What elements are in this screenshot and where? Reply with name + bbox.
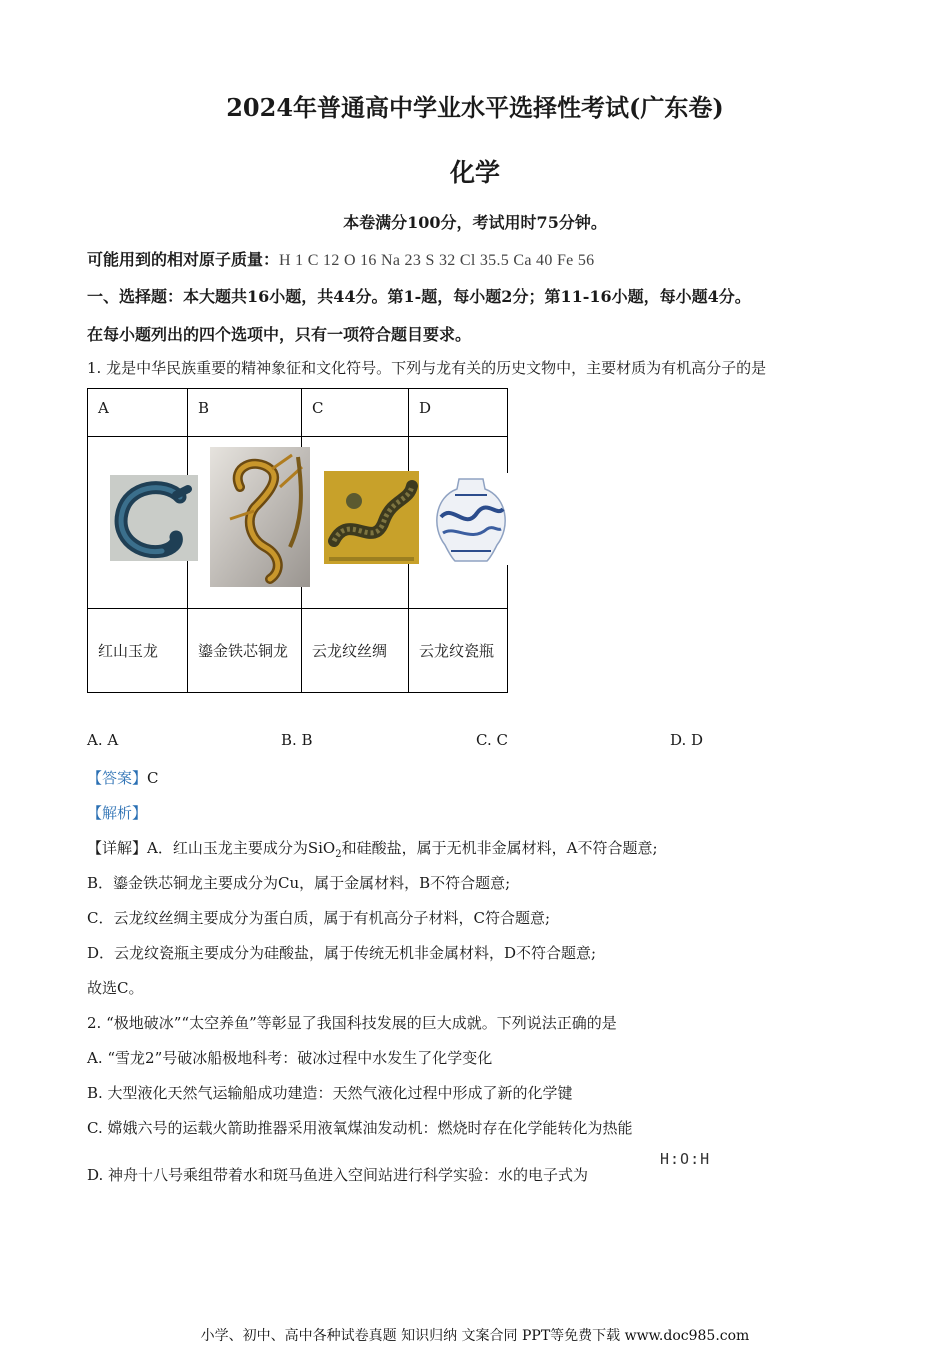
q1-options-table <box>87 388 508 693</box>
choice-b: B. B <box>281 731 313 749</box>
q2-option-d: D. 神舟十八号乘组带着水和斑马鱼进入空间站进行科学实验：水的电子式为 <box>87 1166 589 1184</box>
q1-stem: 1. 龙是中华民族重要的精神象征和文化符号。下列与龙有关的历史文物中，主要材质为有机高分子的是 <box>87 359 767 377</box>
choice-d: D. D <box>670 731 704 749</box>
table-name-a: 红山玉龙 <box>88 609 188 693</box>
detail-a-post: 和硅酸盐，属于无机非金属材料，A不符合题意; <box>341 839 658 857</box>
gilt-bronze-dragon-image <box>210 447 310 587</box>
page-footer: 小学、初中、高中各种试卷真题 知识归纳 文案合同 PPT等免费下载 www.doc985.com <box>200 1328 750 1344</box>
atomic-mass-line <box>87 247 594 270</box>
detail-c: C．云龙纹丝绸主要成分为蛋白质，属于有机高分子材料，C符合题意; <box>87 909 551 927</box>
sio2-subscript: 2 <box>335 849 342 860</box>
atomic-mass-label: 可能用到的相对原子质量： <box>87 250 280 269</box>
detail-d: D．云龙纹瓷瓶主要成分为硅酸盐，属于传统无机非金属材料，D不符合题意; <box>87 944 597 962</box>
choice-c: C. C <box>476 731 508 749</box>
table-name-b: 鎏金铁芯铜龙 <box>188 609 302 693</box>
q2-option-c: C. 嫦娥六号的运载火箭助推器采用液氧煤油发动机：燃烧时存在化学能转化为热能 <box>87 1119 633 1137</box>
analysis-tag: 【解析】 <box>87 804 148 822</box>
answer-value: C <box>147 769 159 787</box>
detail-b: B．鎏金铁芯铜龙主要成分为Cu，属于金属材料，B不符合题意; <box>87 874 511 892</box>
exam-title: 2024年普通高中学业水平选择性考试(广东卷) <box>226 93 724 122</box>
table-name-d: 云龙纹瓷瓶 <box>409 609 508 693</box>
image-cell-b <box>188 437 302 609</box>
image-cell-d <box>409 437 508 609</box>
q2-option-a: A. “雪龙2”号破冰船极地科考：破冰过程中水发生了化学变化 <box>87 1049 493 1067</box>
section-heading-1: 一、选择题：本大题共16小题，共44分。第1-题，每小题2分；第11-16小题，每小题4分。 <box>87 287 751 306</box>
q2-option-b: B. 大型液化天然气运输船成功建造：天然气液化过程中形成了新的化学键 <box>87 1084 573 1102</box>
detail-a <box>87 837 658 860</box>
table-header-d: D <box>409 389 508 437</box>
atomic-mass-values: H 1 C 12 O 16 Na 23 S 32 Cl 35.5 Ca 40 Fe 56 <box>279 252 595 269</box>
subject-title: 化学 <box>449 158 500 187</box>
detail-a-pre: A．红山玉龙主要成分为 <box>147 839 308 857</box>
exam-info: 本卷满分100分，考试用时75分钟。 <box>343 213 607 232</box>
image-cell-a <box>88 437 188 609</box>
dragon-silk-image <box>324 471 419 564</box>
choice-a: A. A <box>87 731 119 749</box>
q2-stem: 2. “极地破冰”“太空养鱼”等彰显了我国科技发展的巨大成就。下列说法正确的是 <box>87 1014 617 1032</box>
detail-tag: 【详解】 <box>87 839 148 857</box>
image-cell-c <box>302 437 409 609</box>
table-header-a: A <box>88 389 188 437</box>
table-name-c: 云龙纹丝绸 <box>302 609 409 693</box>
answer-line <box>87 767 159 788</box>
sio2-formula: SiO <box>307 839 336 857</box>
table-header-c: C <box>302 389 409 437</box>
table-header-b: B <box>188 389 302 437</box>
water-electron-formula: H:O:H <box>660 1150 711 1168</box>
answer-tag: 【答案】 <box>87 769 148 787</box>
section-heading-2: 在每小题列出的四个选项中，只有一项符合题目要求。 <box>87 325 472 344</box>
dragon-porcelain-vase-image <box>431 473 511 565</box>
conclusion: 故选C。 <box>87 979 144 997</box>
jade-dragon-image <box>110 475 198 561</box>
